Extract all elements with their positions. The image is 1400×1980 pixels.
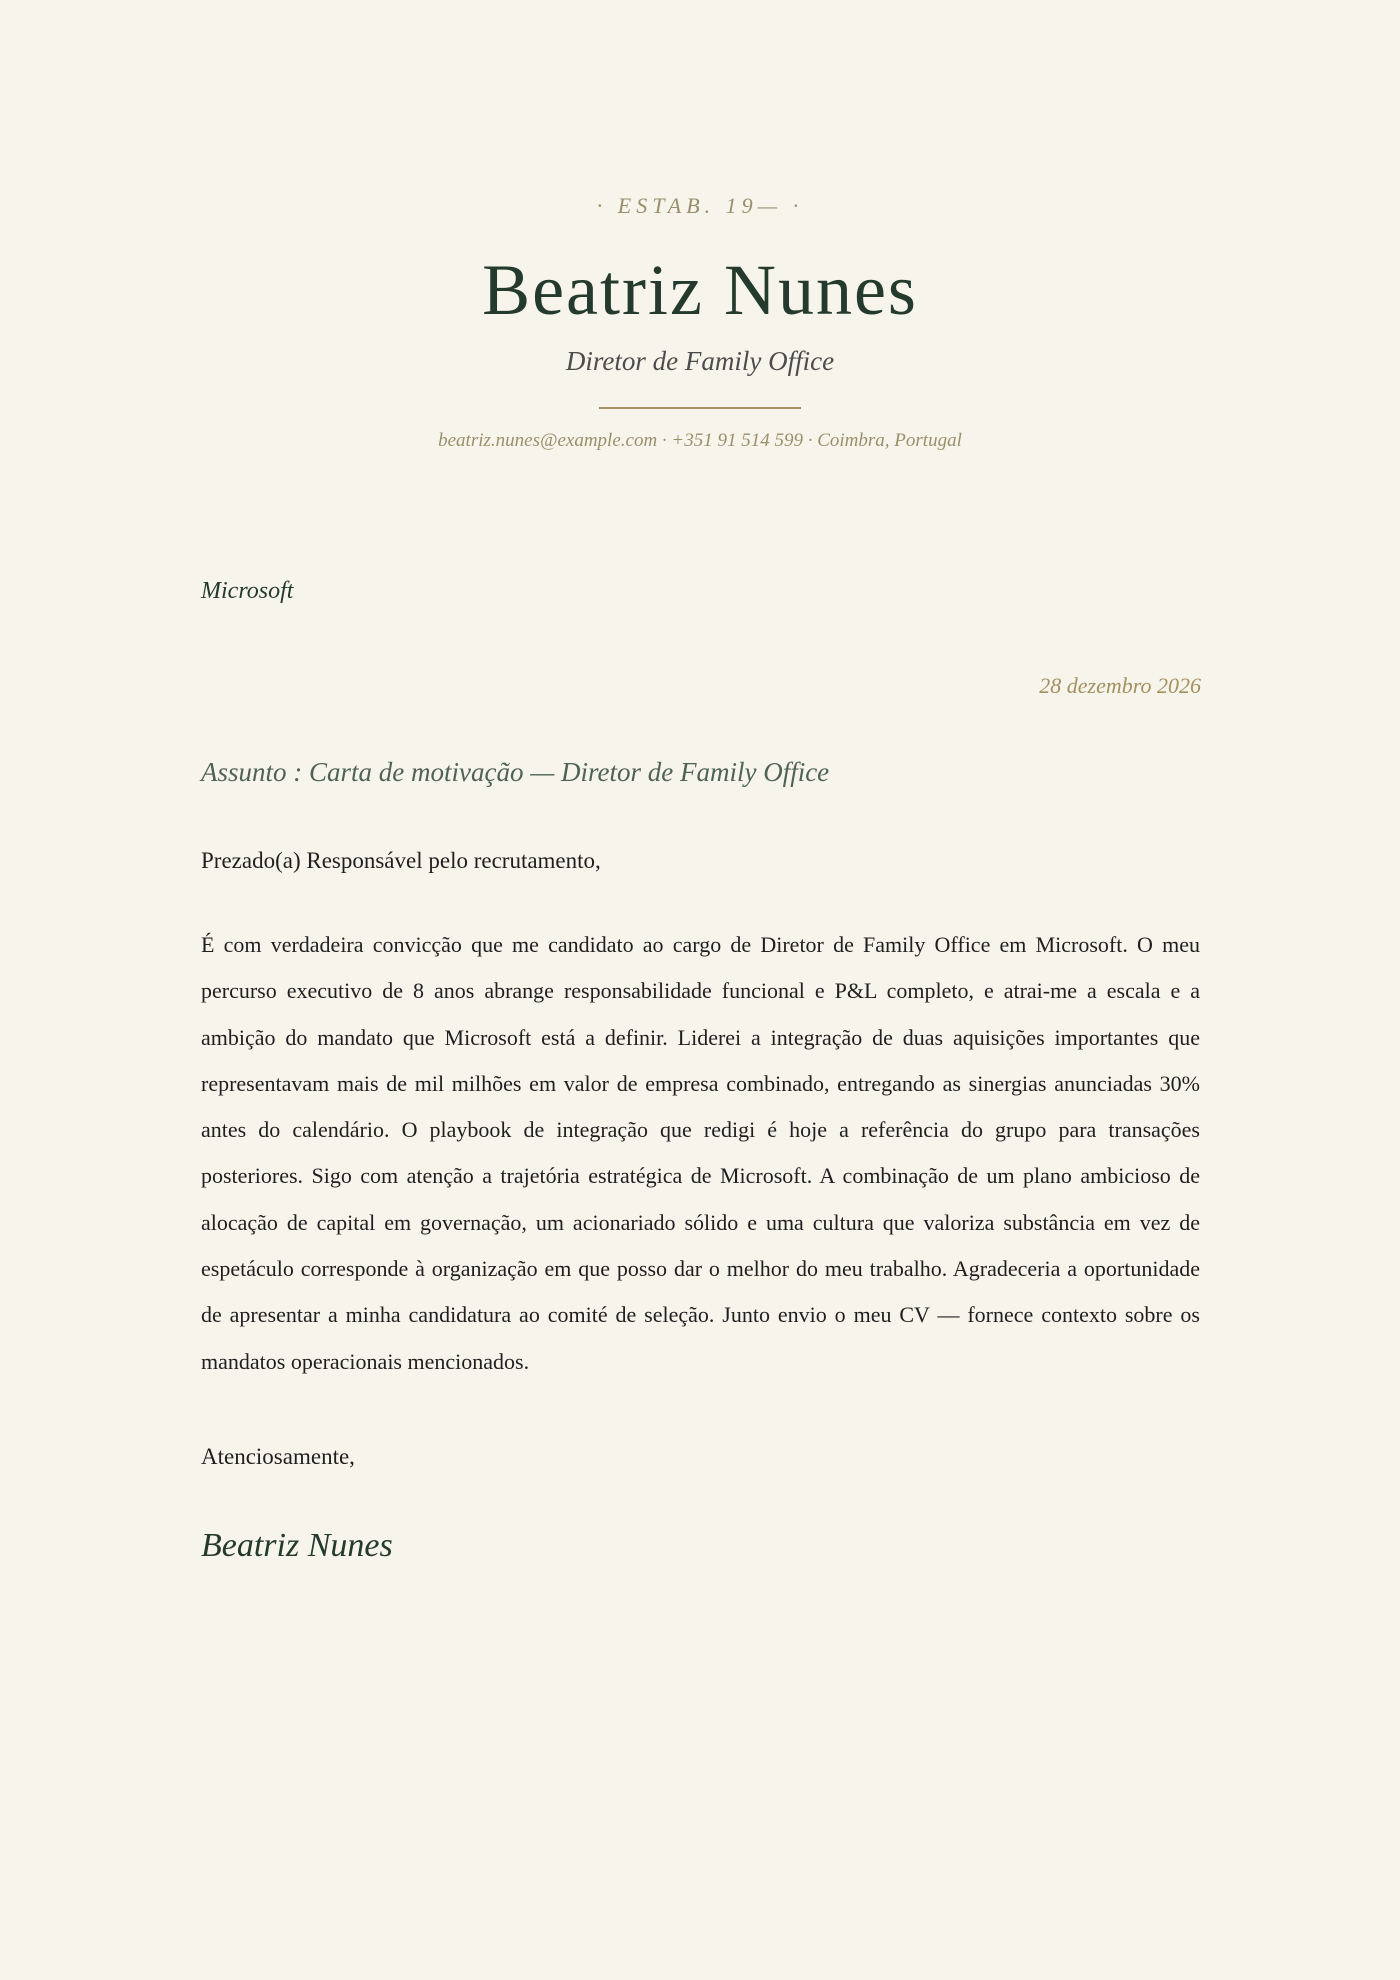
letter-subject: Assunto : Carta de motivação — Diretor de Family Office bbox=[201, 757, 830, 787]
sender-contact: beatriz.nunes@example.com · +351 91 514 599 · Coimbra, Portugal bbox=[438, 430, 962, 451]
letter-date: 28 dezembro 2026 bbox=[1039, 673, 1201, 698]
sender-role: Diretor de Family Office bbox=[565, 346, 835, 376]
letterhead bbox=[0, 192, 1400, 453]
letter-closing: Atenciosamente, bbox=[201, 1444, 355, 1469]
signature: Beatriz Nunes bbox=[201, 1527, 393, 1564]
letter-body: É com verdadeira convicção que me candidato ao cargo de Diretor de Family Office em Microsoft. O meu percurso executivo de 8 anos abrange responsabilidade funcional e P&L completo, e atrai-me a escala e a ambição do mandato que Microsoft está a definir. Liderei a integração de duas aquisições importantes que representavam mais de mil milhões em valor de empresa combinado, entregando as sinergias anunciadas 30% antes do calendário. O playbook de integração que redigi é hoje a referência do grupo para transações posteriores. Sigo com atenção a trajetória estratégica de Microsoft. A combinação de um plano ambicioso de alocação de capital em governação, um acionariado sólido e uma cultura que valoriza substância em vez de espetáculo corresponde à organização em que posso dar o melhor do meu trabalho. Agradeceria a oportunidade de apresentar a minha candidatura ao comité de seleção. Junto envio o meu CV — fornece contexto sobre os mandatos operacionais mencionados. bbox=[201, 932, 1200, 1374]
header-divider bbox=[599, 407, 801, 409]
sender-name: Beatriz Nunes bbox=[482, 250, 918, 330]
estab-mark: · ESTAB. 19— · bbox=[596, 193, 804, 218]
letter-greeting: Prezado(a) Responsável pelo recrutamento, bbox=[201, 848, 601, 873]
recipient-company: Microsoft bbox=[201, 578, 294, 604]
